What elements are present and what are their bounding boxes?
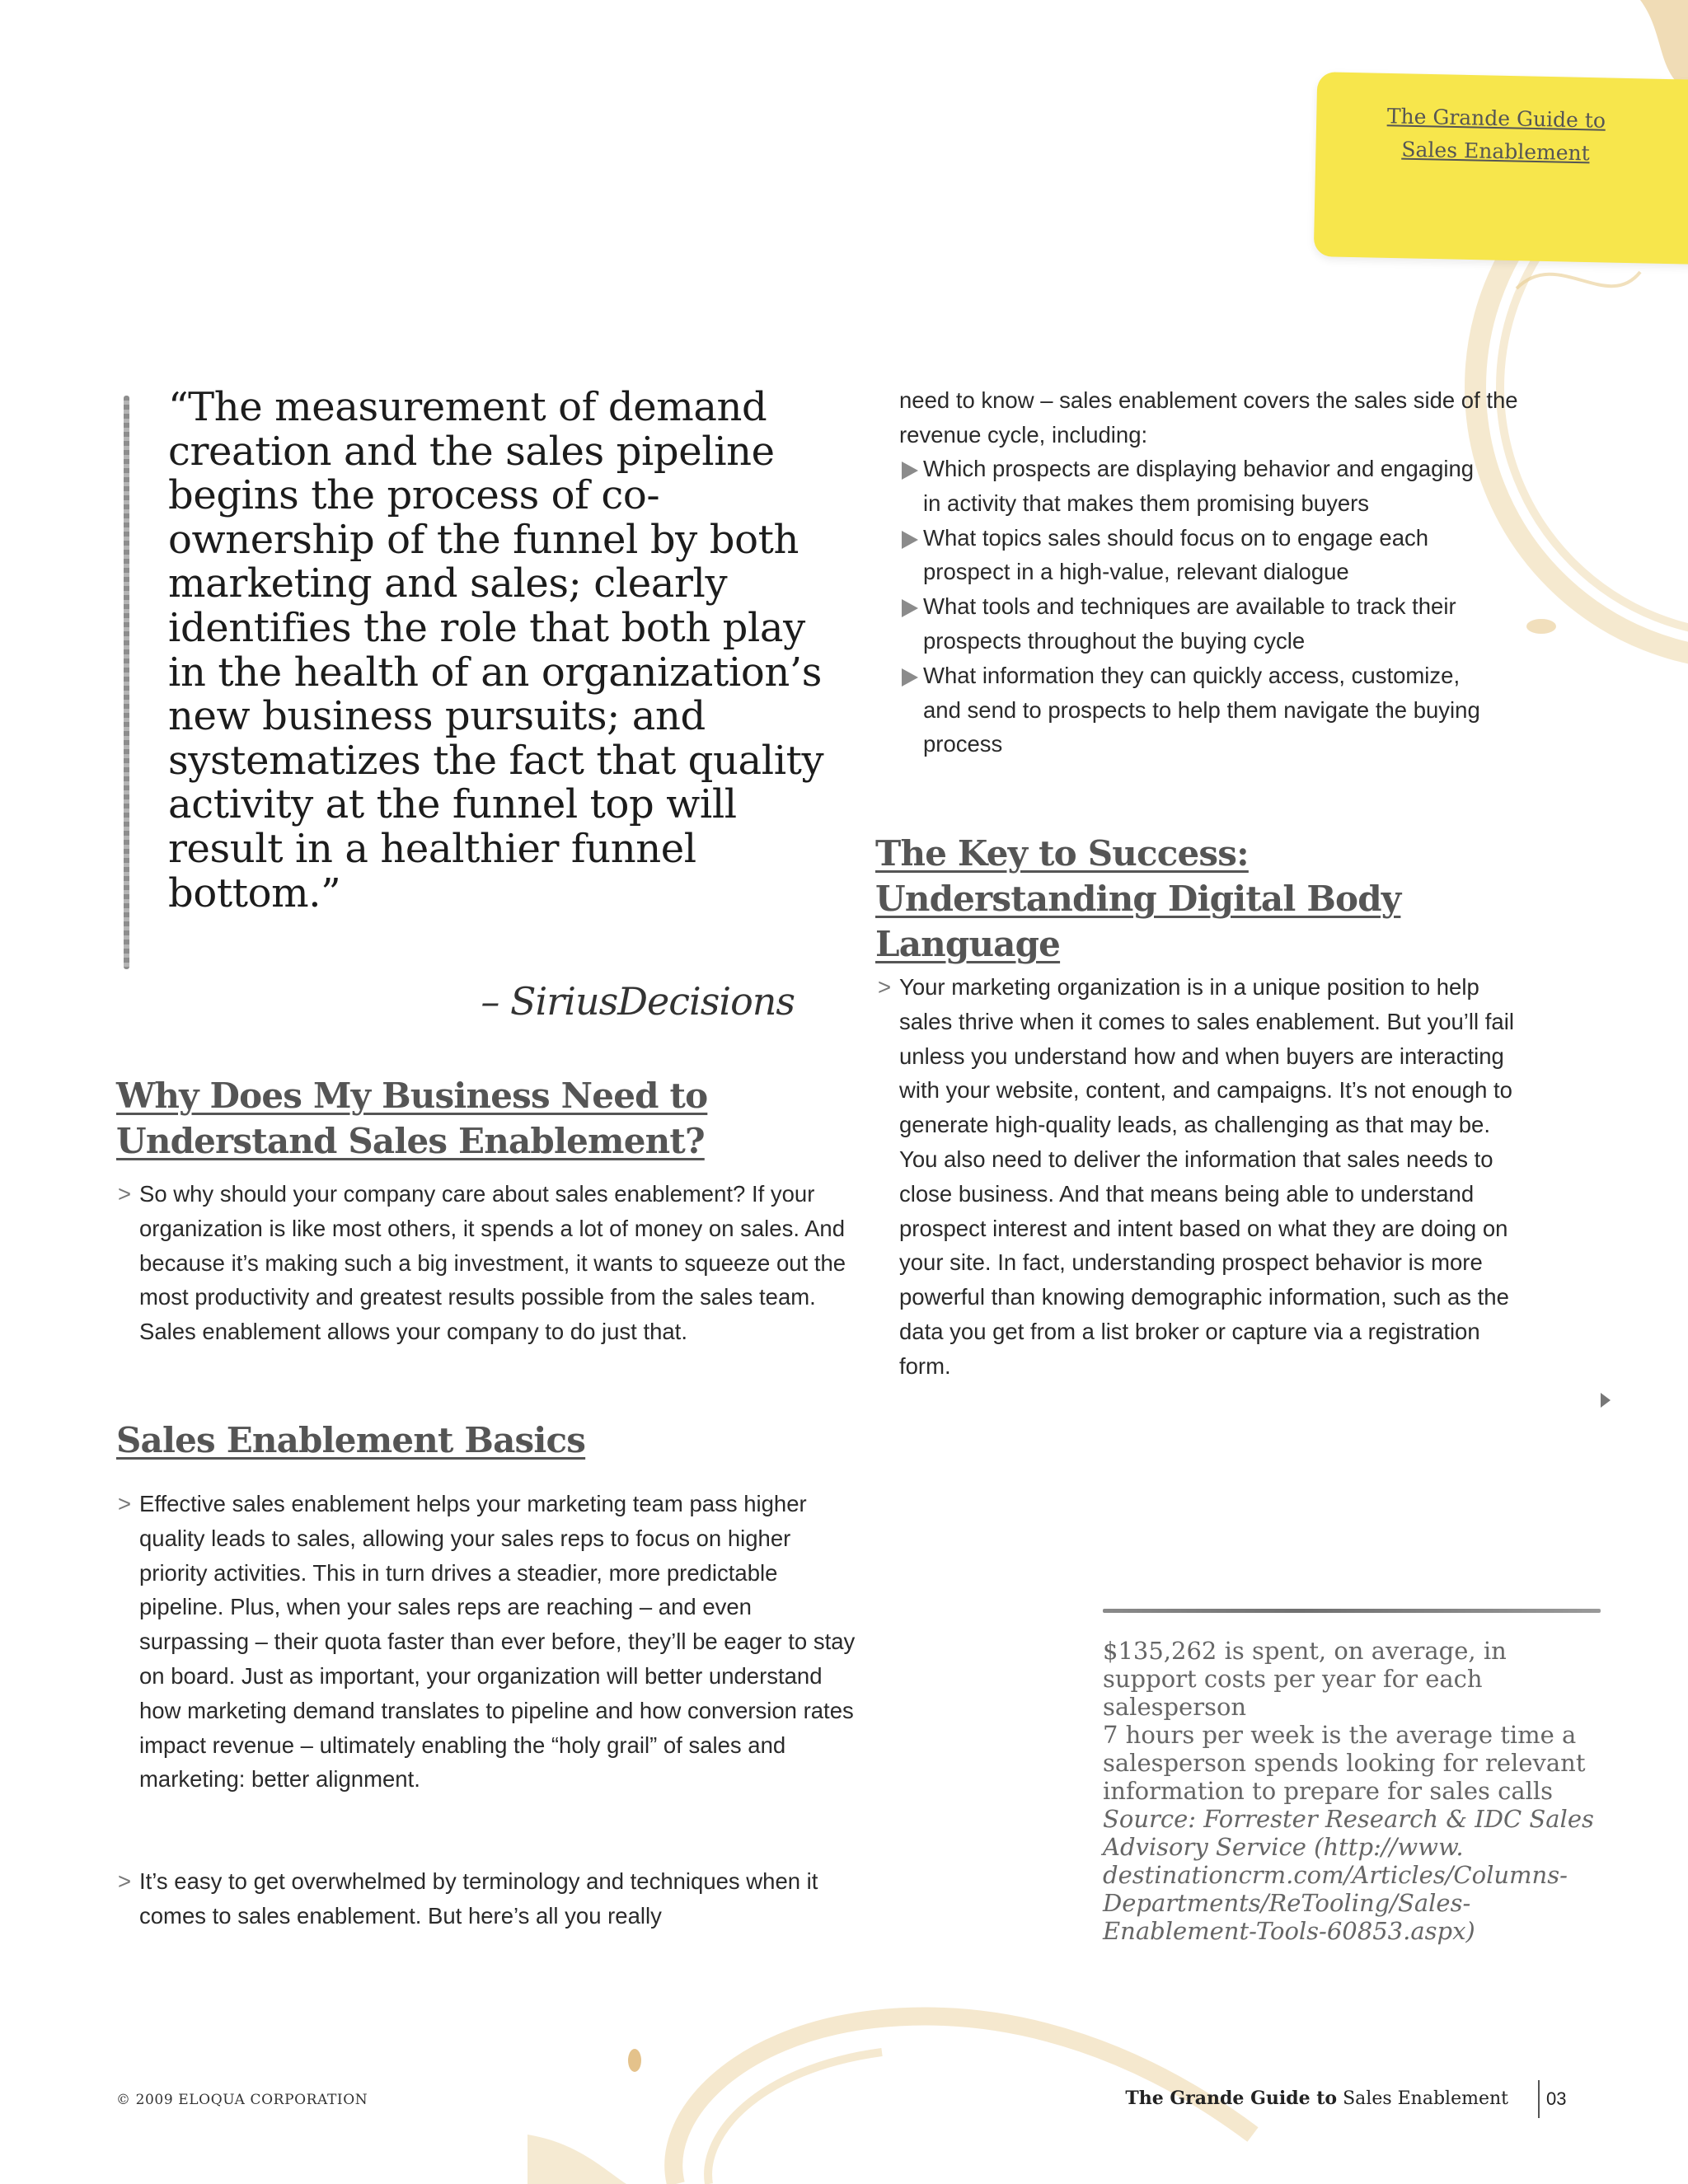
- stats-divider: [1103, 1609, 1601, 1613]
- enablement-bullet-list: [903, 452, 1497, 762]
- list-item: [903, 589, 1497, 658]
- paragraph-marker: >: [118, 1181, 132, 1207]
- triangle-bullet-icon: [902, 462, 918, 480]
- triangle-bullet-icon: [902, 531, 918, 549]
- footer-guide-rest: Sales Enablement: [1343, 2088, 1508, 2109]
- paragraph-why-text: So why should your company care about sales enablement? If your organization is like most others, it spends a lot of money on sales. And because it’s making such a big investment, it wants to squeeze out the most productivity and greatest results possible from the sales team. Sales enablement allows your company to do just that.: [139, 1181, 846, 1345]
- footer-guide-title: [1125, 2088, 1508, 2109]
- paragraph-need-to-know: need to know – sales enablement covers the sales side of the revenue cycle, including:: [899, 387, 1518, 448]
- bullet-text: What tools and techniques are available to track their prospects throughout the buying cycle: [923, 593, 1456, 654]
- quote-attribution: – SiriusDecisions: [481, 979, 795, 1024]
- page-number: 03: [1546, 2088, 1567, 2109]
- stat-hours-per-week: 7 hours per week is the average time a salesperson spends looking for relevant information to prepare for sales calls: [1103, 1721, 1586, 1805]
- stats-callout: [1103, 1637, 1606, 1945]
- paragraph-marker: >: [118, 1868, 132, 1894]
- list-item: [903, 452, 1497, 521]
- list-item: [903, 521, 1497, 590]
- guide-title-line1: The Grande Guide to: [1386, 104, 1606, 133]
- bullet-text: What topics sales should focus on to engage each prospect in a high-value, relevant dialogue: [923, 524, 1429, 585]
- quote-bar: [124, 396, 129, 969]
- guide-title-line2: Sales Enablement: [1401, 137, 1591, 166]
- paragraph-why: [118, 1177, 865, 1349]
- coffee-stain-bottom: [528, 1970, 1302, 2184]
- paragraph-marker: >: [878, 974, 892, 1000]
- stats-source: Source: Forrester Research & IDC Sales Advisory Service (http://www. destinationcrm.com/Articles/Columns-Departments/ReTooling/Sales-Enablement-Tools-60853.aspx): [1103, 1805, 1594, 1945]
- triangle-bullet-icon: [902, 668, 918, 687]
- pull-quote: “The measurement of demand creation and the sales pipeline begins the process of co-ownership of the funnel by both marketing and sales; clearly identifies the role that both play in the health of an organization’s new business pursuits; and systematizes the fact that quality activity at the funnel top will result in a healthier funnel bottom.”: [168, 384, 824, 916]
- paragraph-easy-text: It’s easy to get overwhelmed by terminology and techniques when it comes to sales enablement. But here’s all you really: [139, 1868, 818, 1929]
- paragraph-basics: [118, 1487, 865, 1797]
- paragraph-easy: [118, 1864, 865, 1933]
- footer-divider: [1538, 2080, 1540, 2118]
- bullet-text: Which prospects are displaying behavior and engaging in activity that makes them promising buyers: [923, 456, 1475, 516]
- paragraph-key-text: Your marketing organization is in a unique position to help sales thrive when it comes to sales enablement. But you’ll fail unless you understand how and when buyers are interacting with your website, content, and campaigns. It’s not enough to generate high-quality leads, as challenging as that may be. You also need to deliver the information that sales needs to close business. And that means being able to understand prospect interest and intent based on what they are doing on your site. In fact, understanding prospect behavior is more powerful than knowing demographic information, such as the data you get from a list broker or capture via a registration form.: [899, 974, 1514, 1379]
- heading-sales-enablement-basics: Sales Enablement Basics: [116, 1420, 586, 1460]
- heading-key-to-success: The Key to Success: Understanding Digital Body Language: [875, 833, 1401, 964]
- stat-support-costs: $135,262 is spent, on average, in support costs per year for each salesperson: [1103, 1637, 1507, 1721]
- next-page-arrow-icon[interactable]: [1601, 1393, 1611, 1408]
- guide-title-tab[interactable]: [1359, 100, 1633, 171]
- bullet-text: What information they can quickly access, customize, and send to prospects to help them navigate the buying process: [923, 662, 1480, 757]
- paragraph-marker: >: [118, 1491, 132, 1516]
- footer-copyright: © 2009 ELOQUA CORPORATION: [116, 2092, 368, 2108]
- paragraph-basics-text: Effective sales enablement helps your marketing team pass higher quality leads to sales, allowing your sales reps to focus on higher priority activities. This in turn drives a steadier, more predictable pipeline. Plus, when your sales reps are reaching – and even surpassing – their quota faster than ever before, they’ll be eager to stay on board. Just as important, your organization will better understand how marketing demand translates to pipeline and how conversion rates impact revenue – ultimately enabling the “holy grail” of sales and marketing: better alignment.: [139, 1491, 856, 1793]
- footer-guide-bold: The Grande Guide to: [1125, 2088, 1338, 2109]
- paragraph-key: [878, 970, 1526, 1384]
- list-item: [903, 658, 1497, 762]
- triangle-bullet-icon: [902, 599, 918, 617]
- heading-why-sales-enablement: Why Does My Business Need to Understand Sales Enablement?: [116, 1076, 708, 1161]
